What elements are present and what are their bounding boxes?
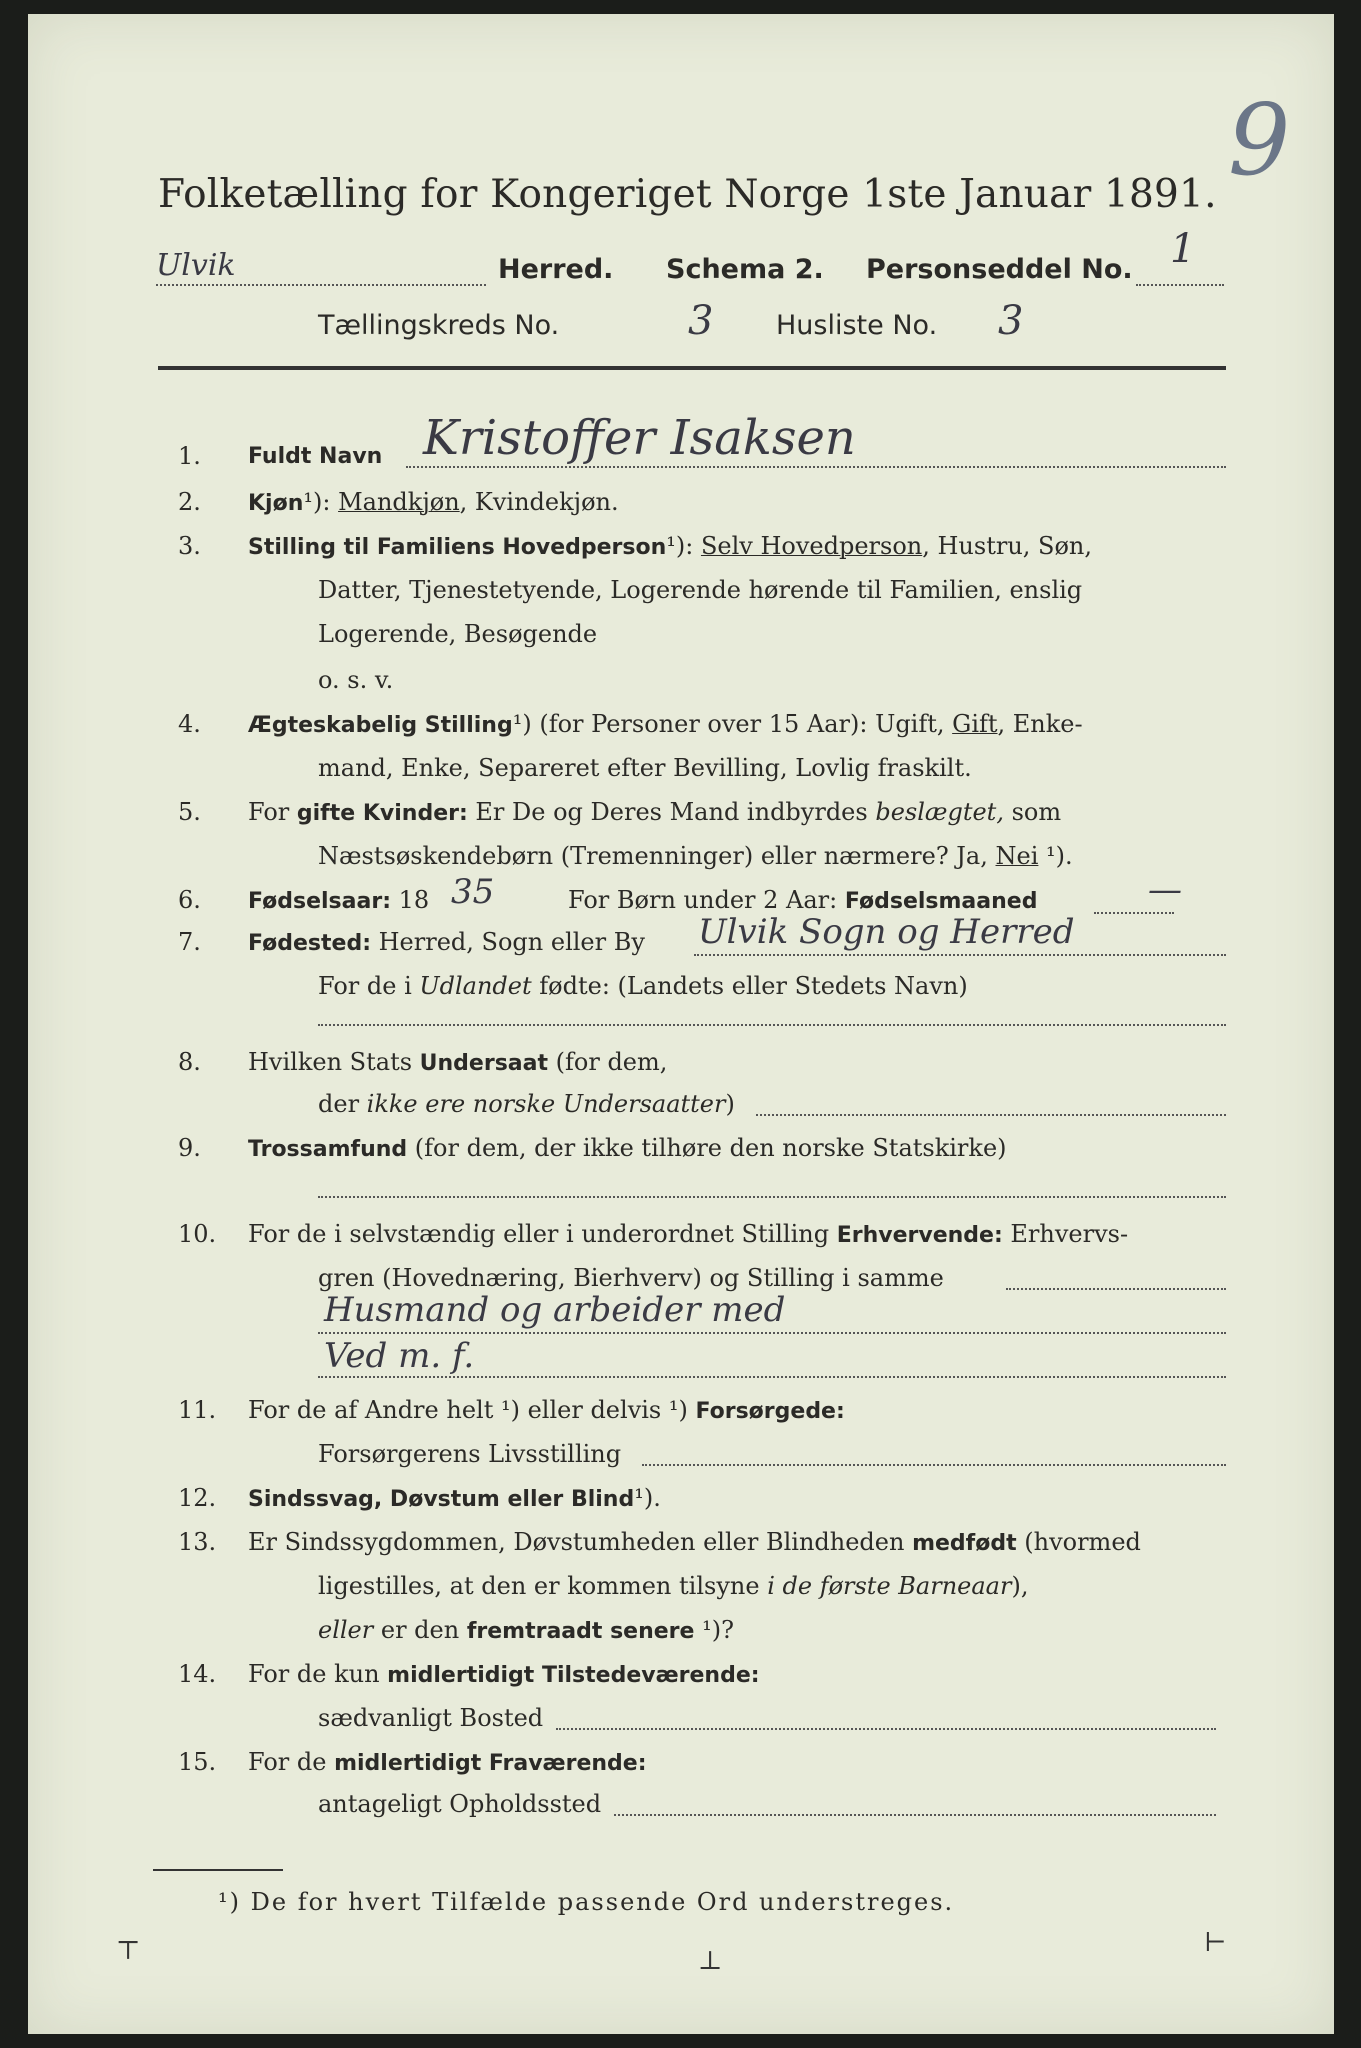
item-undersaat-line2 [318,1090,735,1118]
stilling-suffix: ¹): [666,532,701,560]
item-number: 7. [178,928,201,956]
medfodt-label: medfødt [912,1531,1017,1556]
herred-label: Herred. [498,254,614,285]
kjon-suffix: ¹): [303,488,339,516]
udlandet-b: fødte: (Landets eller Stedets Navn) [531,972,968,1000]
census-form-page [28,14,1334,2034]
option-mandkjon-underlined: Mandkjøn [338,488,460,516]
erhverv-text: Erhvervs- [1002,1220,1129,1248]
udlandet-italic: Udlandet [419,972,532,1000]
medfodt-pre: Er Sindssygdommen, Døvstumheden eller Blindheden [248,1528,913,1556]
gifte-text: Er De og Deres Mand indbyrdes [467,798,876,826]
personseddel-dotted-line [1136,284,1224,286]
item-fodested [248,928,645,956]
tilstede-label: midlertidigt Tilstedeværende: [387,1663,760,1688]
forsorgede-pre: For de af Andre helt ¹) eller delvis ¹) [248,1396,696,1424]
footnote-rule [153,1869,283,1871]
item-medfodt-line2 [318,1572,1028,1600]
occupation-handwritten-line1: Husmand og arbeider med [324,1290,786,1330]
item-stilling-line4: o. s. v. [318,666,394,694]
item-number: 3. [178,532,201,560]
option-nei-underlined: Nei [995,842,1039,870]
sindssvag-label: Sindssvag, Døvstum eller Blind [248,1487,635,1512]
birth-year-handwritten: 35 [451,872,495,912]
item-stilling-line3: Logerende, Besøgende [318,620,598,648]
item-aegteskab-line2: mand, Enke, Separeret efter Bevilling, Lovlig fraskilt. [318,754,972,782]
full-name-dotted-line [406,466,1226,468]
taellingskreds-number: 3 [688,298,714,344]
registration-mark-left: ⊤ [116,1936,141,1966]
fodselsmaaned-dotted-line [1094,912,1174,914]
trossamfund-dotted-line [318,1196,1226,1198]
erhverv-dotted-line-2 [318,1332,1226,1334]
herred-handwritten: Ulvik [156,248,236,283]
undersaat-label: Undersaat [419,1051,549,1076]
undersaat-dotted-line [756,1114,1226,1116]
undersaat-italic: ikke ere norske Undersaatter [366,1090,726,1118]
forsorgerens-dotted-line [642,1464,1226,1466]
udlandet-a: For de i [318,972,420,1000]
aegteskab-options-b: , Enke- [997,710,1083,738]
husliste-number: 3 [998,298,1024,344]
bosted-dotted-line [556,1728,1216,1730]
birthplace-handwritten: Ulvik Sogn og Herred [698,912,1075,952]
year-prefix: 18 [391,886,430,914]
born-under-2-text: For Børn under 2 Aar: [568,886,845,914]
item-fravaerende [248,1748,647,1776]
kjon-label: Kjøn [248,491,304,516]
item-opholdssted: antageligt Opholdssted [318,1790,602,1818]
gifte-pre: For [248,798,297,826]
gifte-label: gifte Kvinder: [296,801,468,826]
herred-dotted-line [156,284,486,286]
schema-label: Schema 2. [666,254,824,285]
item-erhverv-line2: gren (Hovednæring, Bierhverv) og Stilling i samme [318,1264,944,1292]
sindssvag-suffix: ¹). [634,1484,661,1512]
opholdssted-dotted-line [614,1814,1216,1816]
item-erhverv-line1 [248,1220,1128,1248]
undersaat-line2b: ) [725,1090,735,1118]
erhverv-dotted-line-1 [1006,1288,1226,1290]
item-number: 15. [178,1748,217,1776]
item-forsorgerens: Forsørgerens Livsstilling [318,1440,622,1468]
medfodt-italic: i de første Barneaar [767,1572,1012,1600]
item-bosted: sædvanligt Bosted [318,1704,544,1732]
medfodt-line3-italic: eller [318,1616,374,1644]
item-stilling-line1 [248,532,1092,560]
fodselsmaaned-dash: — [1148,870,1182,910]
forsorgede-label: Forsørgede: [695,1399,845,1424]
item-number: 9. [178,1134,201,1162]
form-title: Folketælling for Kongeriget Norge 1ste Januar 1891. [158,172,1217,217]
option-kvindekjon: , Kvindekjøn. [459,488,619,516]
item-number: 5. [178,798,201,826]
trossamfund-text: (for dem, der ikke tilhøre den norske Statskirke) [407,1134,1007,1162]
item-fodselsmaaned [568,886,1037,914]
option-gift-underlined: Gift [952,710,998,738]
personseddel-number: 1 [1170,226,1196,272]
item-sindssvag [248,1484,661,1512]
medfodt-line3b: ¹)? [694,1616,734,1644]
undersaat-pre: Hvilken Stats [248,1048,420,1076]
erhverv-label: Erhvervende: [836,1223,1003,1248]
fravaer-label: midlertidigt Fraværende: [334,1751,647,1776]
aegteskab-options-a: ¹) (for Personer over 15 Aar): Ugift, [512,710,953,738]
medfodt-line2b: ), [1011,1572,1029,1600]
item-undersaat-line1 [248,1048,667,1076]
item-medfodt-line1 [248,1528,1141,1556]
item-number: 10. [178,1220,217,1248]
occupation-handwritten-line2: Ved m. f. [324,1336,475,1376]
gifte-italic: beslægtet, [875,798,1004,826]
birthplace-dotted-line [694,954,1226,956]
undersaat-text: (for dem, [548,1048,668,1076]
fodselsmaaned-label: Fødselsmaaned [844,889,1038,914]
item-forsorgede [248,1396,845,1424]
registration-mark-right: ⊢ [1204,1928,1227,1958]
gifte-line2-end: ¹). [1038,842,1073,870]
trossamfund-label: Trossamfund [248,1137,408,1162]
item-medfodt-line3 [318,1616,734,1644]
fodested-text: Herred, Sogn eller By [371,928,645,956]
item-stilling-line2: Datter, Tjenestetyende, Logerende hørende til Familien, enslig [318,576,1083,604]
tilstede-pre: For de kun [248,1660,388,1688]
item-number: 12. [178,1484,217,1512]
item-aegteskab-line1 [248,710,1083,738]
item-trossamfund [248,1134,1007,1162]
gifte-end: som [1003,798,1062,826]
erhverv-pre: For de i selvstændig eller i underordnet Stilling [248,1220,837,1248]
undersaat-line2a: der [318,1090,367,1118]
item-gifte-line1 [248,798,1061,826]
page-number-handwritten: 9 [1228,84,1291,198]
item-gifte-line2 [318,842,1073,870]
item-number: 2. [178,488,201,516]
header-rule [158,366,1226,370]
personseddel-label: Personseddel No. [866,254,1133,285]
stilling-label: Stilling til Familiens Hovedperson [248,535,667,560]
medfodt-text: (hvormed [1016,1528,1141,1556]
item-label-kjon [248,488,619,516]
option-selv-hovedperson-underlined: Selv Hovedperson [700,532,923,560]
fravaer-pre: For de [248,1748,335,1776]
medfodt-line2a: ligestilles, at den er kommen tilsyne [318,1572,768,1600]
item-number: 11. [178,1396,217,1424]
medfodt-line3a: er den [373,1616,467,1644]
taellingskreds-label: Tællingskreds No. [318,310,560,341]
fodested-label: Fødested: [248,931,371,956]
gifte-line2: Næstsøskendebørn (Tremenninger) eller nærmere? Ja, [318,842,996,870]
item-number: 8. [178,1048,201,1076]
udlandet-dotted-line [318,1024,1226,1026]
medfodt-line3-bold: fremtraadt senere [466,1619,695,1644]
item-number: 13. [178,1528,217,1556]
item-label-fuldt-navn: Fuldt Navn [248,444,383,469]
aegteskab-label: Ægteskabelig Stilling [248,713,513,738]
footnote-text: ¹) De for hvert Tilfælde passende Ord understreges. [218,1888,955,1916]
item-udlandet [318,972,968,1000]
stilling-options-line1: , Hustru, Søn, [922,532,1093,560]
erhverv-dotted-line-3 [318,1376,1226,1378]
fodselsaar-label: Fødselsaar: [248,889,391,914]
item-number: 14. [178,1660,217,1688]
item-fodselsaar [248,886,429,914]
item-number: 6. [178,886,201,914]
item-number: 1. [178,442,201,470]
full-name-handwritten: Kristoffer Isaksen [423,410,856,466]
husliste-label: Husliste No. [776,310,938,341]
item-number: 4. [178,710,201,738]
item-tilstedevaerende [248,1660,760,1688]
registration-mark-center: ⊥ [698,1946,723,1976]
